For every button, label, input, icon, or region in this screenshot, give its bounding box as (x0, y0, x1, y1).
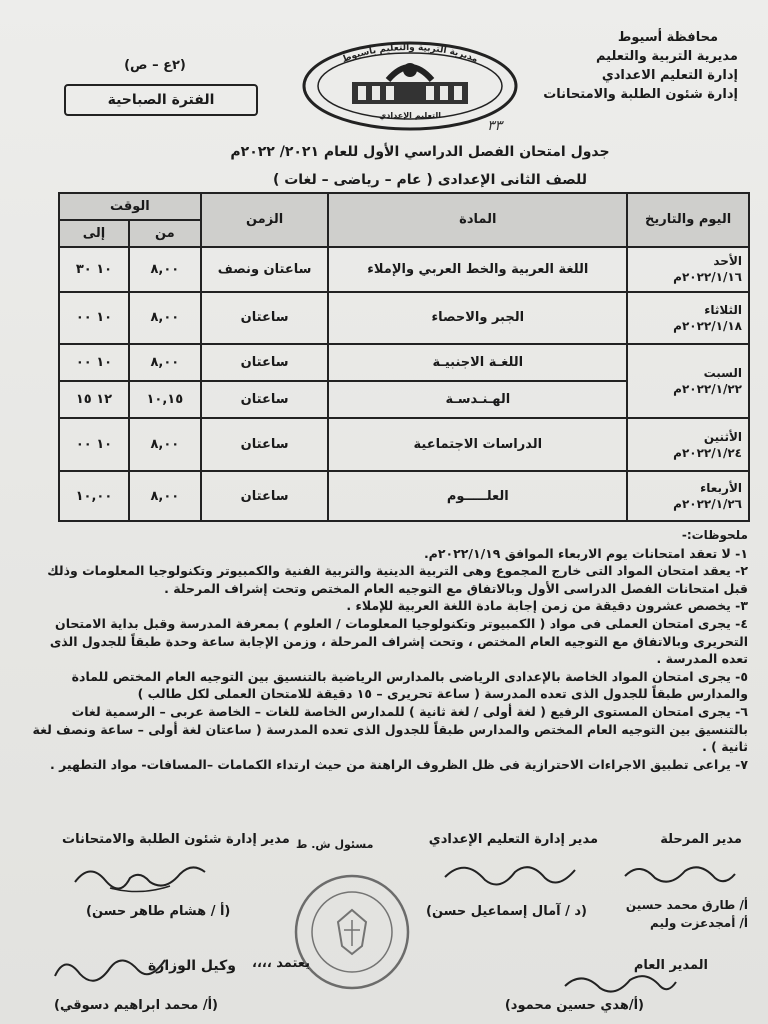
period-box: الفترة الصباحية (64, 84, 258, 116)
table-row (59, 292, 749, 344)
prep-manager-signature (440, 852, 580, 898)
official-stamp (292, 872, 412, 992)
prep-manager-title: مدير إدارة التعليم الإعدادي (428, 832, 598, 847)
form-code: (٢ع – ص) (124, 58, 186, 73)
col-header-day: اليوم والتاريخ (627, 193, 749, 247)
general-manager-signature (560, 966, 680, 1000)
col-header-subject: المادة (328, 193, 627, 247)
to-cell: ١٠ ٠٠ (59, 292, 129, 344)
general-manager-name: (أ/هدي حسين محمود) (504, 998, 644, 1013)
exam-schedule-table (58, 192, 750, 522)
document-subtitle: للصف الثانى الإعدادى ( عام – رياضى – لغات ) (272, 172, 588, 188)
subject-cell: الهـنـدسـة (328, 381, 627, 418)
note-item: ٢- يعقد امتحان المواد التى خارج المجموع وهى التربية الدينية والتربية الفنية والكمبيوتر وتكنولوجيا المعلومات وذلك قبل امتحانات الفصل الدراسى الأول وبالاتفاق مع التوجيه العام المختص وتحت إشراف المرحلة . (47, 563, 748, 596)
issuer-line-2: مديرية التربية والتعليم (595, 49, 738, 64)
day-cell: الأثنين ٢٠٢٢/١/٢٤م (627, 418, 749, 472)
from-cell: ٨,٠٠ (129, 247, 201, 292)
affairs-manager-title: مدير إدارة شئون الطلبة والامتحانات (62, 832, 290, 847)
table-row (59, 247, 749, 292)
note-item: ٥- يجرى امتحان المواد الخاصة بالإعدادى الرياضى بالمدارس الرياضية بالتنسيق بين التوجيه العام المختص للمادة والمدارس طبقاً للجدول الذى تعده المدرسة ( ساعة تحريرى – ١٥ دقيقة للامتحان العملى لكل طالب ) (71, 668, 748, 702)
day-cell: الأربعاء ٢٠٢٢/١/٢٦م (627, 471, 749, 521)
issuer-line-1: محافظة أسيوط (617, 30, 718, 45)
to-cell: ١٠ ٣٠ (59, 247, 129, 292)
from-cell: ٨,٠٠ (129, 418, 201, 472)
note-item: ١- لا تعقد امتحانات يوم الاربعاء الموافق ٢٠٢٢/١/١٩م. (423, 545, 748, 561)
duration-cell: ساعتان (201, 344, 329, 381)
col-header-time: الوقت (59, 193, 201, 220)
issuer-header (518, 28, 738, 104)
day-cell: الثلاثاء ٢٠٢٢/١/١٨م (627, 292, 749, 344)
col-header-to: إلى (59, 220, 129, 247)
from-cell: ٨,٠٠ (129, 344, 201, 381)
duration-cell: ساعتان ونصف (201, 247, 329, 292)
note-item: ٤- يجرى امتحان العملى فى مواد ( الكمبيوتر وتكنولوجيا المعلومات / العلوم ) بمعرفة المدرسة وقبل بداية الامتحان التحريرى وبالاتفاق مع التوجيه العام المختص ، وتحت إشراف المرحلة ، وزمن الإجابة ساعة وحدة طبقاً للجدول الذى تعده المدرسة . (49, 615, 748, 667)
stage-name-1: أ/ طارق محمد حسين (625, 898, 748, 912)
table-row (59, 344, 749, 381)
responsible-title: مسئول ش. ط (296, 838, 374, 851)
to-cell: ١٠ ٠٠ (59, 344, 129, 381)
affairs-manager-name: (أ / هشام طاهر حسن) (86, 904, 231, 919)
stage-manager-signature (620, 856, 740, 892)
affairs-manager-signature (70, 852, 210, 898)
deputy-name: (أ/ محمد ابراهيم دسوقي) (54, 998, 218, 1013)
logo-bottom-text: التعليم الإعدادي (378, 111, 442, 120)
approval-label: يعتمد ،،،، (252, 956, 311, 971)
duration-cell: ساعتان (201, 418, 329, 472)
to-cell: ١٢ ١٥ (59, 381, 129, 418)
note-item: ٧- يراعى تطبيق الاجراءات الاحترازية فى ظل الظروف الراهنة من حيث ارتداء الكمامات –المسافات- مواد التطهير . (49, 756, 748, 772)
handwritten-number: ٣٣ (487, 118, 503, 134)
from-cell: ٨,٠٠ (129, 471, 201, 521)
day-cell: السبت ٢٠٢٢/١/٢٢م (627, 344, 749, 418)
logo-top-text: مديرية التربية والتعليم بأسيوط (340, 42, 480, 66)
subject-cell: اللغـة الاجنبيـة (328, 344, 627, 381)
to-cell: ١٠,٠٠ (59, 471, 129, 521)
subject-cell: العلـــــوم (328, 471, 627, 521)
deputy-title: وكيل الوزارة (148, 958, 236, 974)
prep-manager-name: (د / آمال إسماعيل حسن) (426, 904, 587, 919)
deputy-signature (50, 946, 170, 996)
notes-title: ملحوظات:- (681, 528, 748, 542)
stage-manager-title: مدير المرحلة (660, 832, 742, 847)
duration-cell: ساعتان (201, 381, 329, 418)
duration-cell: ساعتان (201, 292, 329, 344)
to-cell: ١٠ ٠٠ (59, 418, 129, 472)
issuer-line-3: إدارة التعليم الاعدادي (601, 68, 738, 83)
issuer-line-4: إدارة شئون الطلبة والامتحانات (543, 87, 738, 102)
subject-cell: اللغة العربية والخط العربي والإملاء (328, 247, 627, 292)
document-title: جدول امتحان الفصل الدراسي الأول للعام ٢٠٢١/ ٢٠٢٢م (230, 144, 610, 160)
note-item: ٦- يجرى امتحان المستوى الرفيع ( لغة أولى / لغة ثانية ) للمدارس الخاصة للغات – الخاصة عربى – الرسمية لغات بالتنسيق بين التوجيه العام المختص والمدارس طبقاً للجدول الذى تعده المدرسة ( ساعتان لغة أولى – ساعة ونصف لغة ثانية ) . (32, 703, 748, 755)
subject-cell: الدراسات الاجتماعية (328, 418, 627, 472)
stage-name-2: أ/ أمجدعزت وليم (650, 916, 748, 930)
table-row (59, 418, 749, 472)
col-header-duration: الزمن (201, 193, 329, 247)
col-header-from: من (129, 220, 201, 247)
duration-cell: ساعتان (201, 471, 329, 521)
table-row (59, 471, 749, 521)
note-item: ٣- يخصص عشرون دقيقة من زمن إجابة مادة اللغة العربية للإملاء . (346, 598, 748, 614)
notes-section (28, 527, 748, 773)
from-cell: ١٠,١٥ (129, 381, 201, 418)
general-manager-title: المدير العام (633, 958, 708, 973)
subject-cell: الجبر والاحصاء (328, 292, 627, 344)
from-cell: ٨,٠٠ (129, 292, 201, 344)
day-cell: الأحد ٢٠٢٢/١/١٦م (627, 247, 749, 292)
